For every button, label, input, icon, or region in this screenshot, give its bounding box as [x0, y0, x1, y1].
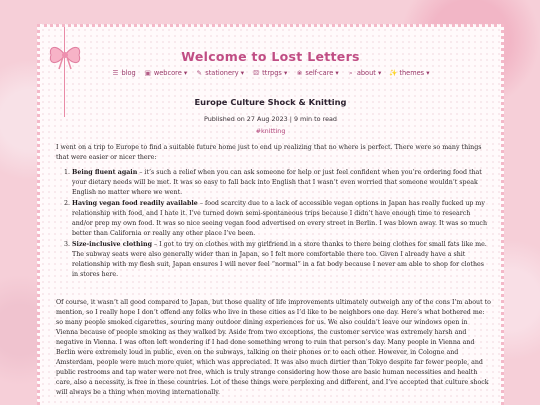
brain-icon: ❀ — [296, 69, 303, 77]
body-paragraph: Of course, it wasn’t all good compared to Japan, but those quality of life improvements ultimately outweigh any of the cons I’m about to mention, so I really hope I don’t offend any folks who live in these cities as I’d like to be neighbors one day. Here’s what bothered me: so many people smoked cigarettes, souring many outdoor dining experiences for us. We also couldn’t leave our windows open in Vienna because of people smoking as they walked by. Aside from two exceptions, the customer service was extremely harsh and negative in Vienna. I was often left wondering if I had done something wrong to ruin that person’s day. Many people in Vienna and Berlin were extremely loud in public, even on the subways, talking on their phones or to each other. However, in Cologne and Amsterdam, people were much more quiet, which was appreciated. It was also much dirtier than Tokyo despite far fewer people, and public restrooms and tap water were not free, which is truly strange considering how those are basic human necessities and health care, also a necessity, is free in these countries. Lot of these things were perplexing and different, and I’ve accepted that culture shock will always be a thing when moving internationally. — [56, 299, 491, 396]
nav-item-ttrpgs[interactable]: ⚄ ttrpgs ▾ — [253, 69, 288, 77]
post-tag-link[interactable]: #knitting — [255, 127, 286, 135]
list-item: 3. Size-inclusive clothing – I got to try on clothes with my girlfriend in a store thanks to there being clothes for small fats like me. The subway seats were also generally wider than in Japan, so I felt more comfortable there too. Given I already have a shit relationship with my flesh suit, Japan ensures I will never feel “normal” in a fat body because I never am able to shop for clothes in stores here. — [72, 240, 491, 280]
post-meta: Published on 27 Aug 2023 | 9 min to read — [204, 115, 337, 123]
list-item: 1. Being fluent again – it’s such a relief when you can ask someone for help or just feel confident when you’re ordering food that your dietary needs will be met. It was so easy to fall back into English that I wasn’t even worried that someone wouldn’t speak English no matter where we went. — [72, 168, 491, 198]
nav-item-self-care[interactable]: ❀ self-care ▾ — [296, 69, 339, 77]
list-item: 2. Having vegan food readily available – food scarcity due to a lack of accessible vegan options in Japan has really fucked up my relationship with food, and I hate it. I’ve turned down semi-spontaneous trips because I didn’t have enough time to research and/or prep my own food. It was so nice seeing vegan food advertised on every street in Berlin. I was blown away. It was so much better than California or really any other place I’ve been. — [72, 199, 491, 239]
nav-item-stationery[interactable]: ✎ stationery ▾ — [196, 69, 245, 77]
magnifier-icon: ⌕ — [348, 69, 353, 77]
pen-icon: ✎ — [196, 69, 203, 77]
nav-item-blog[interactable]: ☰ blog — [112, 69, 136, 77]
floppy-icon: ▣ — [144, 69, 151, 77]
nav-item-themes[interactable]: ✨ themes ▾ — [389, 69, 430, 77]
benefits-list — [56, 168, 491, 280]
post-body — [56, 143, 491, 398]
site-title[interactable]: Welcome to Lost Letters — [181, 49, 360, 64]
sparkle-icon: ✨ — [389, 69, 398, 77]
post-title: Europe Culture Shock & Knitting — [194, 97, 347, 107]
nav-item-about[interactable]: ⌕ about ▾ — [347, 69, 381, 78]
nav-item-webcore[interactable]: ▣ webcore ▾ — [144, 69, 188, 77]
main-panel — [37, 24, 504, 405]
intro-paragraph: I went on a trip to Europe to find a suitable future home just to end up realizing that no where is perfect. There were so many things that were easier or nicer there: — [56, 144, 482, 161]
main-nav — [40, 69, 501, 78]
dice-icon: ⚄ — [253, 69, 260, 77]
rss-icon: ☰ — [112, 69, 119, 77]
